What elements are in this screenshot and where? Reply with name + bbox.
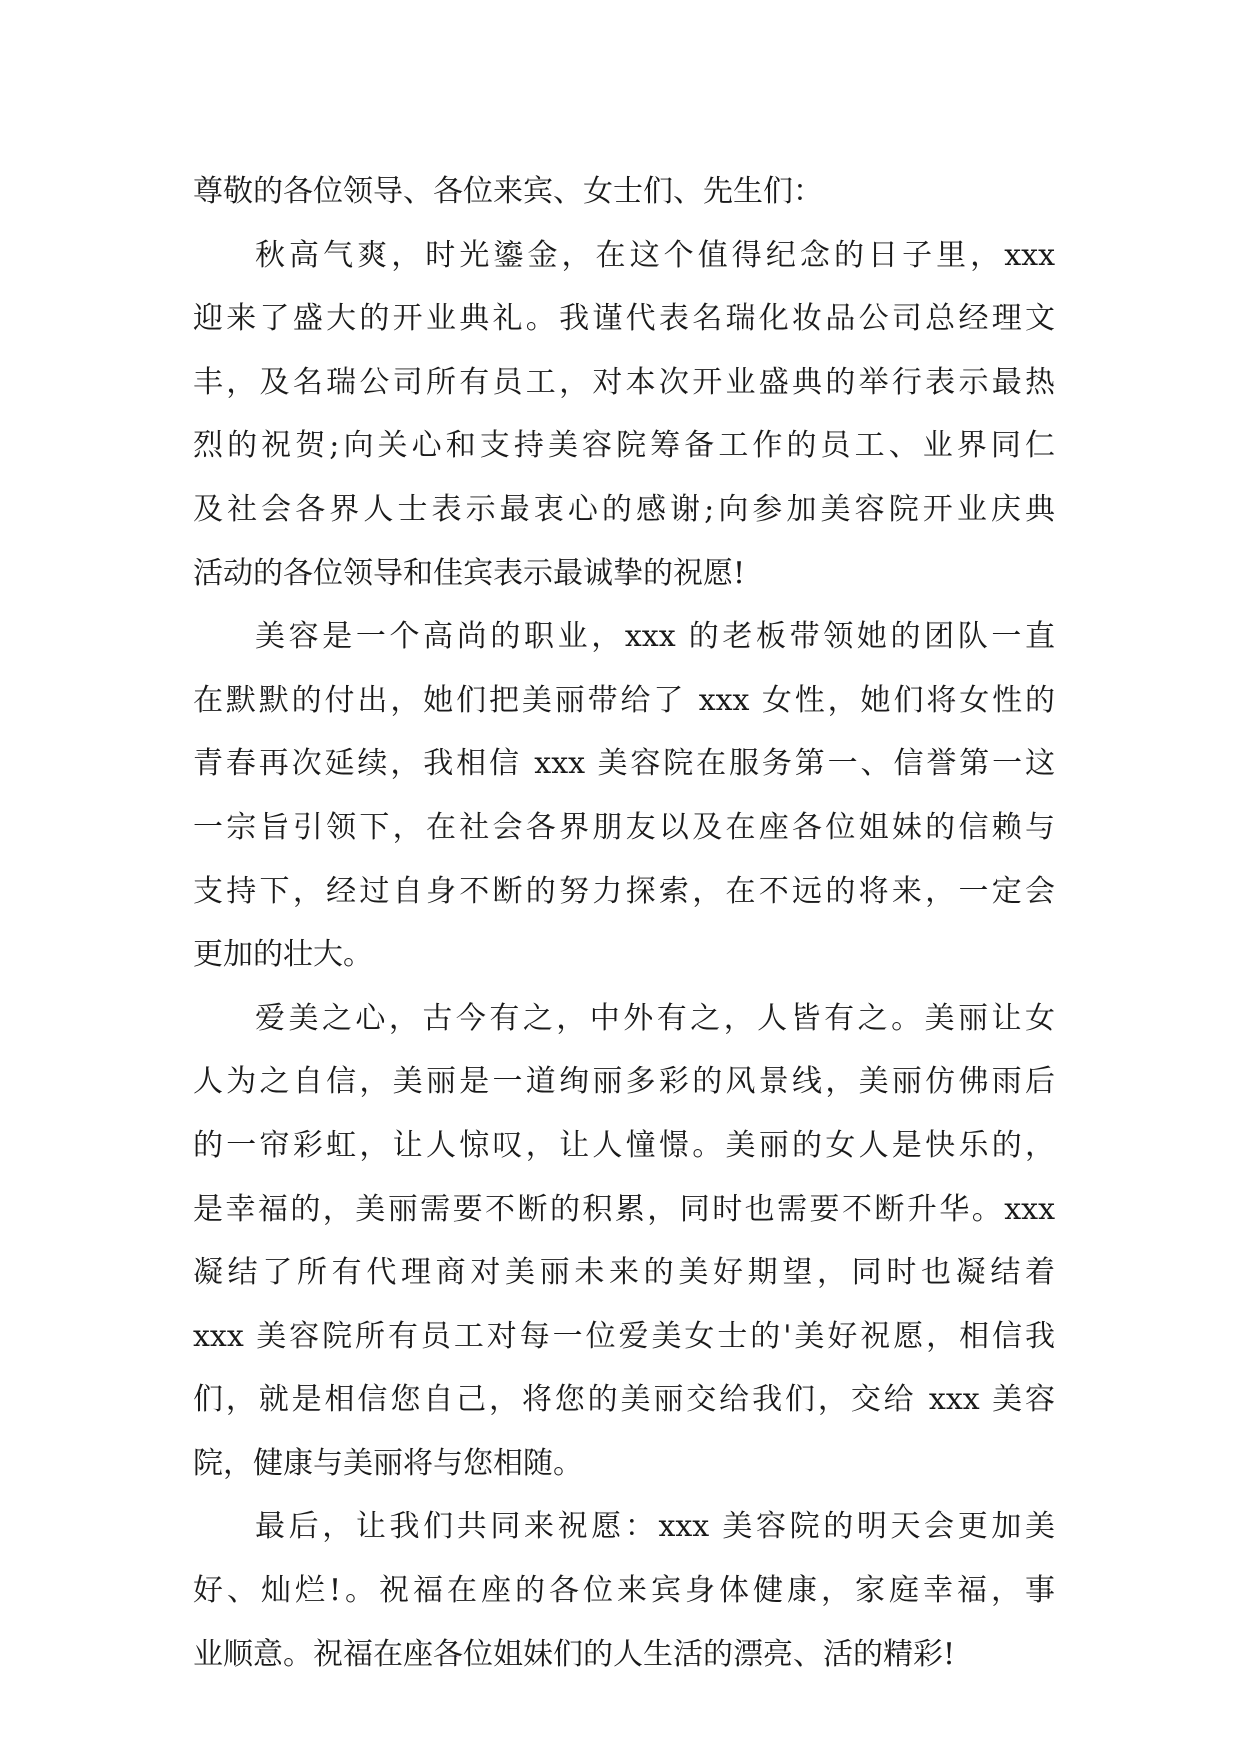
paragraph-closing-wishes [193,1495,1055,1686]
salutation-line: 尊敬的各位领导、各位来宾、女士们、先生们： [193,174,823,209]
paragraph-line: 丰，及名瑞公司所有员工，对本次开业盛典的举行表示最热 [193,364,1055,400]
paragraph-line: 最后，让我们共同来祝愿：xxx 美容院的明天会更加美 [255,1509,1055,1545]
paragraph-line: 好、灿烂!。祝福在座的各位来宾身体健康，家庭幸福，事 [193,1573,1055,1609]
paragraph-line: 业顺意。祝福在座各位姐妹们的人生活的漂亮、活的精彩! [193,1636,956,1672]
paragraph-line: 及社会各界人士表示最衷心的感谢;向参加美容院开业庆典 [193,491,1055,527]
paragraph-beauty-career [193,605,1055,987]
paragraph-line: 秋高气爽，时光鎏金，在这个值得纪念的日子里，xxx [255,237,1055,273]
paragraph-line: 在默默的付出，她们把美丽带给了 xxx 女性，她们将女性的 [193,682,1055,718]
paragraph-line: 美容是一个高尚的职业，xxx 的老板带领她的团队一直 [255,619,1055,655]
paragraph-line: 更加的壮大。 [193,937,373,973]
paragraph-opening [193,224,1055,606]
paragraph-line: 活动的各位领导和佳宾表示最诚挚的祝愿! [193,555,746,591]
paragraph-line: 人为之自信，美丽是一道绚丽多彩的风景线，美丽仿佛雨后 [193,1064,1055,1100]
paragraph-line: 迎来了盛大的开业典礼。我谨代表名瑞化妆品公司总经理文 [193,301,1055,337]
paragraph-line: 支持下，经过自身不断的努力探索，在不远的将来，一定会 [193,873,1055,909]
paragraph-line: 们，就是相信您自己，将您的美丽交给我们，交给 xxx 美容 [193,1382,1055,1418]
paragraph-line: 是幸福的，美丽需要不断的积累，同时也需要不断升华。xxx [193,1191,1055,1227]
paragraph-line: 凝结了所有代理商对美丽未来的美好期望，同时也凝结着 [193,1255,1055,1291]
paragraph-line: xxx 美容院所有员工对每一位爱美女士的'美好祝愿，相信我 [193,1318,1055,1354]
paragraph-line: 烈的祝贺;向关心和支持美容院筹备工作的员工、业界同仁 [193,428,1055,464]
paragraph-line: 一宗旨引领下，在社会各界朋友以及在座各位姐妹的信赖与 [193,809,1055,845]
paragraph-line: 的一帘彩虹，让人惊叹，让人憧憬。美丽的女人是快乐的， [193,1127,1055,1163]
document-body [193,160,1055,1686]
paragraph-love-of-beauty [193,987,1055,1496]
paragraph-line: 爱美之心，古今有之，中外有之，人皆有之。美丽让女 [255,1000,1055,1036]
paragraph-line: 青春再次延续，我相信 xxx 美容院在服务第一、信誉第一这 [193,746,1055,782]
paragraph-line: 院，健康与美丽将与您相随。 [193,1445,583,1481]
